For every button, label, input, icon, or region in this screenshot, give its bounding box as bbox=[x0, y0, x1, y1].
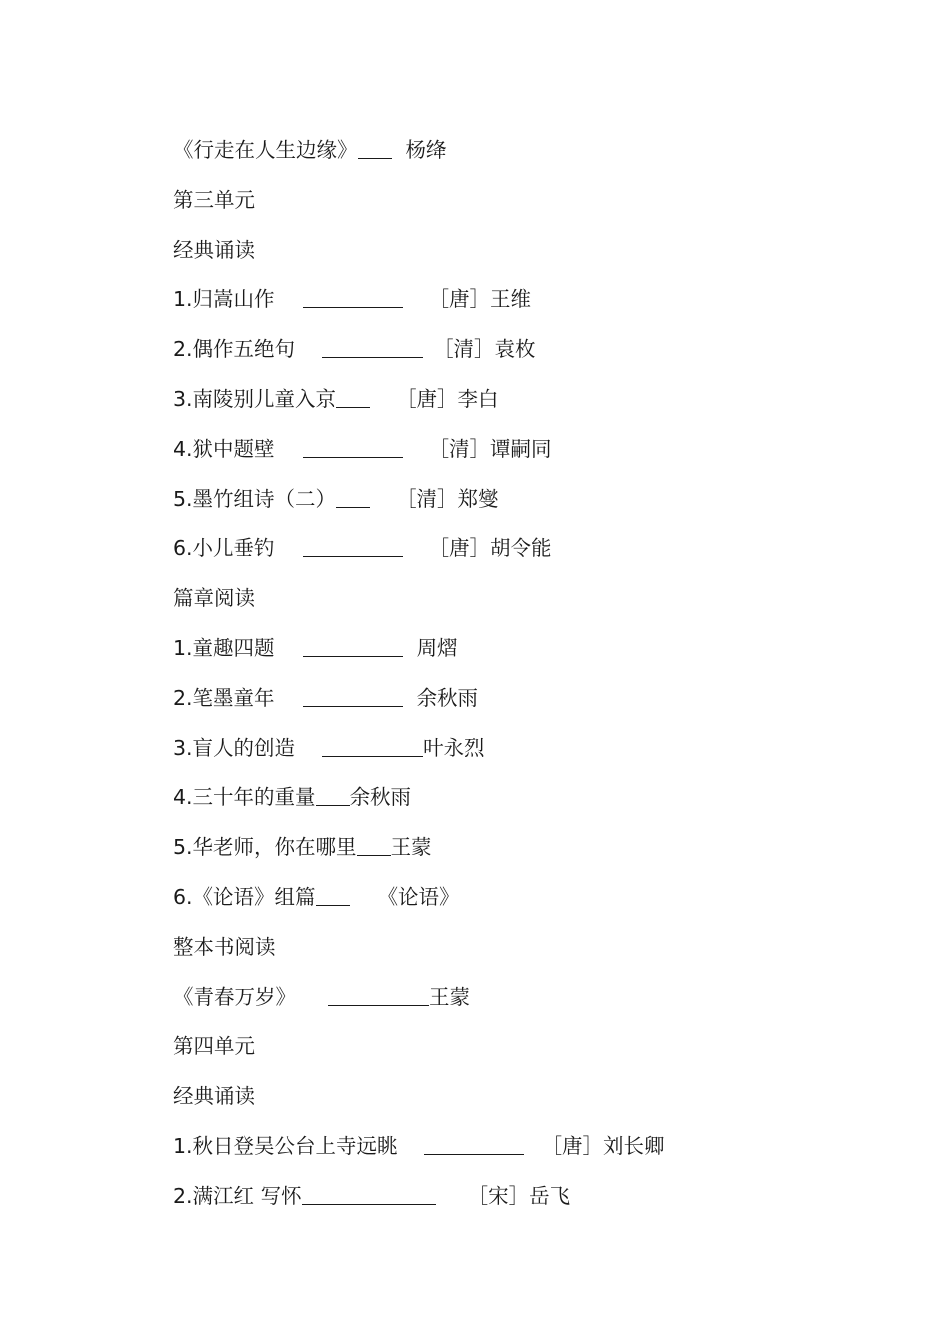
text-line bbox=[173, 133, 873, 183]
text-line bbox=[173, 880, 873, 930]
fill-blank bbox=[303, 433, 403, 458]
text-line bbox=[173, 233, 873, 283]
line-author: 余秋雨 bbox=[416, 685, 479, 710]
line-title: 2.笔墨童年 bbox=[173, 685, 275, 710]
fill-blank bbox=[316, 781, 350, 806]
fill-blank bbox=[424, 1130, 524, 1155]
fill-blank bbox=[322, 333, 423, 358]
fill-blank bbox=[336, 483, 370, 508]
line-title: 2.满江红 写怀 bbox=[173, 1183, 302, 1208]
text-line bbox=[173, 731, 873, 781]
line-author: ［唐］李白 bbox=[396, 386, 499, 411]
line-author: 王蒙 bbox=[390, 835, 432, 860]
line-title: 第三单元 bbox=[173, 187, 255, 212]
text-line bbox=[173, 382, 873, 432]
line-title: 1.秋日登吴公台上寺远眺 bbox=[173, 1133, 398, 1158]
text-line bbox=[173, 183, 873, 233]
text-line bbox=[173, 332, 873, 382]
line-title: 5.华老师，你在哪里 bbox=[173, 835, 357, 860]
line-author: 王蒙 bbox=[429, 984, 470, 1009]
line-title: 2.偶作五绝句 bbox=[173, 337, 296, 362]
line-author: 周熠 bbox=[416, 635, 458, 660]
fill-blank bbox=[357, 831, 391, 856]
fill-blank bbox=[328, 981, 429, 1006]
fill-blank bbox=[336, 383, 370, 408]
text-line bbox=[173, 631, 873, 681]
text-line bbox=[173, 681, 873, 731]
fill-blank bbox=[358, 134, 392, 159]
fill-blank bbox=[303, 632, 403, 657]
line-author: ［唐］胡令能 bbox=[428, 536, 552, 561]
text-line bbox=[173, 830, 873, 880]
line-author: 《论语》 bbox=[377, 884, 460, 909]
text-line bbox=[173, 531, 873, 581]
text-line bbox=[173, 482, 873, 532]
text-lines bbox=[173, 133, 873, 1229]
line-title: 4.狱中题壁 bbox=[173, 436, 275, 461]
text-line bbox=[173, 1079, 873, 1129]
fill-blank bbox=[303, 532, 403, 557]
line-author: ［清］谭嗣同 bbox=[428, 436, 552, 461]
line-author: ［宋］岳飞 bbox=[467, 1183, 571, 1208]
line-title: 1.归嵩山作 bbox=[173, 287, 275, 312]
line-author: 余秋雨 bbox=[349, 785, 412, 810]
text-line bbox=[173, 1129, 873, 1179]
line-title: 3.南陵别儿童入京 bbox=[173, 386, 337, 411]
line-author: ［唐］王维 bbox=[428, 287, 532, 312]
fill-blank bbox=[316, 881, 350, 906]
fill-blank bbox=[322, 732, 423, 757]
line-title: 经典诵读 bbox=[173, 237, 255, 262]
line-title: 篇章阅读 bbox=[173, 586, 255, 611]
line-title: 6.小儿垂钓 bbox=[173, 536, 275, 561]
line-title: 《行走在人生边缘》 bbox=[173, 138, 358, 162]
text-line bbox=[173, 581, 873, 631]
line-title: 整本书阅读 bbox=[173, 934, 276, 959]
text-line bbox=[173, 980, 873, 1030]
text-line bbox=[173, 432, 873, 482]
line-title: 经典诵读 bbox=[173, 1084, 255, 1109]
line-title: 4.三十年的重量 bbox=[173, 785, 316, 810]
text-line bbox=[173, 1179, 873, 1229]
line-title: 第四单元 bbox=[173, 1034, 255, 1059]
line-title: 6.《论语》组篇 bbox=[173, 884, 316, 909]
text-line bbox=[173, 930, 873, 980]
line-author: ［唐］刘长卿 bbox=[541, 1133, 665, 1158]
line-author: ［清］郑燮 bbox=[396, 486, 499, 511]
line-title: 3.盲人的创造 bbox=[173, 735, 296, 760]
fill-blank bbox=[303, 682, 403, 707]
fill-blank bbox=[303, 283, 403, 308]
line-title: 1.童趣四题 bbox=[173, 635, 275, 660]
line-author: ［清］袁枚 bbox=[433, 337, 536, 362]
fill-blank bbox=[302, 1180, 436, 1205]
text-line bbox=[173, 780, 873, 830]
line-title: 5.墨竹组诗（二） bbox=[173, 486, 337, 511]
line-title: 《青春万岁》 bbox=[173, 984, 296, 1009]
line-author: 叶永烈 bbox=[423, 735, 485, 760]
text-line bbox=[173, 282, 873, 332]
text-line bbox=[173, 1029, 873, 1079]
line-author: 杨绛 bbox=[405, 138, 447, 162]
